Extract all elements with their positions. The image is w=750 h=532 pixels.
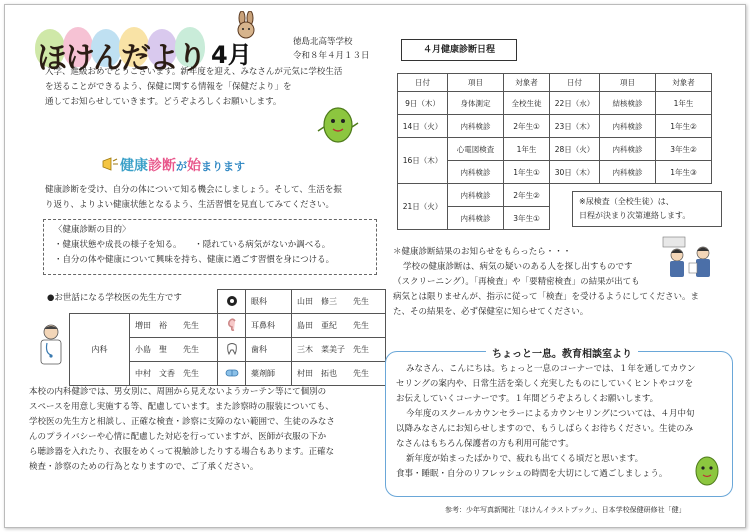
title-char: だ [121, 41, 151, 76]
result-section [393, 245, 699, 320]
schedule-item: 内科検診 [448, 207, 504, 230]
title-char: り [177, 41, 207, 76]
schedule-header: 日付 [398, 74, 448, 92]
doctor-name: 中村 文香 先生 [130, 362, 218, 386]
schedule-header: 項目 [448, 74, 504, 92]
schedule-item: 結核検診 [600, 92, 656, 115]
schedule-item: 内科検診 [448, 161, 504, 184]
result-line: 学校の健康診断は、病気の疑いのある人を探し出すものです [403, 262, 633, 272]
title-char: ん [93, 41, 123, 76]
heading-part: が [176, 160, 187, 173]
month-label: 4月 [211, 41, 252, 69]
urine-test-note [572, 191, 722, 227]
schedule-item: 内科検診 [448, 115, 504, 138]
counsel-line: みなさん、こんにちは。ちょっと一息のコーナーでは、１年を通してカウン [406, 364, 696, 374]
result-line: 病気とは限りませんが、指示に従って「検査」を受けるようにしてください。ま [393, 292, 700, 302]
title-char: ほ [37, 41, 67, 76]
schedule-target: 1年生② [656, 115, 712, 138]
title-char: け [65, 41, 95, 76]
doctor-name: 小島 聖 先生 [130, 338, 218, 362]
doctor-icon [35, 323, 67, 369]
doctor-name: 山田 修三 先生 [292, 290, 386, 314]
dept-label: 眼科 [246, 290, 292, 314]
schedule-target: 1年生① [504, 161, 550, 184]
doctor-name: 三木 菜美子 先生 [292, 338, 386, 362]
schedule-item: 内科検診 [448, 184, 504, 207]
paragraph-line: り返り、よりよい健康状態となるよう、生活習慣を見直してみてください。 [45, 200, 335, 210]
privacy-paragraph [29, 385, 335, 475]
schedule-date: 9日（木） [398, 92, 448, 115]
dept-label: 歯科 [246, 338, 292, 362]
schedule-item: 身体測定 [448, 92, 504, 115]
paragraph-line: 本校の内科健診では、男女別に、周囲から見えないようカーテン等にて個別の [29, 387, 327, 397]
mascot-icon [315, 101, 361, 147]
schedule-header: 対象者 [656, 74, 712, 92]
counsel-line: 今年度のスクールカウンセラーによるカウンセリングについては、４月中旬 [406, 409, 695, 419]
schedule-date: 22日（水） [550, 92, 600, 115]
schedule-date: 21日（火） [398, 184, 448, 230]
counsel-line: 食事・睡眠・自分のリフレッシュの時間を大切にして過ごしましょう。 [396, 469, 668, 479]
heading-part: 診断 [148, 158, 176, 174]
paragraph-line: ら聴診器を入れたり、衣服をめくって視触診したりする場合もあります。正確な [29, 447, 335, 457]
paragraph-line: んのプライバシーや心情に配慮した対応を行っていますが、医師が衣服の下か [29, 432, 327, 442]
doctor-name: 増田 裕 先生 [130, 314, 218, 338]
counsel-line: なさんはもちろん保護者の方も利用可能です。 [396, 439, 574, 449]
reference-note: 参考：少年写真新聞社「ほけんイラストブック」、日本学校保健研修社「健」 [445, 506, 686, 514]
newsletter-page [4, 4, 746, 528]
result-heading: ＊健康診断結果のお知らせをもらったら・・・ [393, 247, 572, 257]
schedule-header: 日付 [550, 74, 600, 92]
intro-line: 通してお知らせしていきます。どうぞよろしくお願いします。 [45, 97, 282, 107]
health-check-paragraph [45, 183, 342, 213]
counsel-line: セリングの案内や、日常生活を楽しく充実したものにしていくヒントやコツを [396, 379, 694, 389]
issue-date: 令和８年４月１３日 [293, 51, 370, 61]
counseling-body [396, 362, 696, 482]
schedule-header: 対象者 [504, 74, 550, 92]
note-line: 日程が決まり次第連絡します。 [579, 211, 691, 220]
counseling-title: ちょっと一息。教育相談室より [486, 345, 638, 360]
health-check-heading [120, 155, 245, 175]
dept-label: 薬剤師 [246, 362, 292, 386]
schedule-target: 2年生② [504, 184, 550, 207]
schedule-target: 1年生③ [656, 161, 712, 184]
doctors-title: ●お世話になる学校医の先生方です [47, 293, 182, 303]
purpose-box [43, 219, 377, 275]
note-line: ※尿検査（全校生徒）は、 [579, 197, 674, 206]
schedule-date: 14日（火） [398, 115, 448, 138]
schedule-target: 3年生② [656, 138, 712, 161]
intro-line: 入学、進級おめでとうございます。新年度を迎え、みなさんが元気に学校生活 [45, 67, 343, 77]
intro-line: を送ることができるよう、保健に関する情報を「保健だより」を [45, 82, 292, 92]
purpose-line: ・自分の体や健康について興味を持ち、健康に過ごす習慣を身につける。 [54, 255, 335, 265]
ear-icon [226, 318, 238, 332]
tooth-icon [226, 342, 238, 356]
heading-part: 健康 [120, 158, 148, 174]
pill-icon [225, 367, 239, 379]
heading-part: 始 [187, 158, 201, 174]
title-char: よ [149, 41, 179, 76]
result-line: （スクリーニング）。「再検査」や「要精密検査」の結果が出ても [393, 277, 640, 287]
school-name: 徳島北高等学校 [293, 37, 353, 47]
schedule-target: 1年生 [504, 138, 550, 161]
result-line: た、その結果を、必ず保健室に知らせてください。 [393, 307, 589, 317]
schedule-target: 3年生① [504, 207, 550, 230]
heading-part: まります [201, 160, 245, 173]
schedule-item: 内科検診 [600, 161, 656, 184]
dept-label: 耳鼻科 [246, 314, 292, 338]
doctor-name: 島田 亜紀 先生 [292, 314, 386, 338]
schedule-target: 全校生徒 [504, 92, 550, 115]
purpose-title: 〈健康診断の目的〉 [54, 225, 131, 235]
purpose-line: ・健康状態や成長の様子を知る。 ・隠れている病気がないか調べる。 [54, 240, 331, 250]
paragraph-line: 健康診断を受け、自分の体について知る機会にしましょう。そして、生活を振 [45, 185, 342, 195]
counsel-line: 新年度が始まったばかりで、疲れも出てくる頃だと思います。 [406, 454, 644, 464]
schedule-date: 16日（木） [398, 138, 448, 184]
paragraph-line: スペースを用意し実施する等、配慮しています。また診察時の服装についても、 [29, 402, 334, 412]
paragraph-line: 検査・診察のための行為となりますので、ご了承ください。 [29, 462, 259, 472]
schedule-date: 30日（木） [550, 161, 600, 184]
internal-label: 内科 [70, 314, 130, 386]
schedule-target: 1年生 [656, 92, 712, 115]
paragraph-line: 学校医の先生方と相談し、正確な検査・診察に支障のない範囲で、生徒のみなさ [29, 417, 335, 427]
schedule-header: 項目 [600, 74, 656, 92]
schedule-date: 23日（木） [550, 115, 600, 138]
schedule-target: 2年生① [504, 115, 550, 138]
schedule-item: 内科検診 [600, 115, 656, 138]
doctor-name: 村田 拓也 先生 [292, 362, 386, 386]
counsel-line: お伝えしていくコーナーです。１年間どうぞよろしくお願いします。 [396, 394, 659, 404]
schedule-item: 内科検診 [600, 138, 656, 161]
doctors-table [69, 289, 386, 386]
counseling-box [385, 351, 733, 497]
schedule-title: ４月健康診断日程 [401, 39, 517, 61]
schedule-item: 心電図検査 [448, 138, 504, 161]
megaphone-icon [101, 157, 119, 171]
counsel-line: 以降みなさんにお知らせしますので、もうしばらくお待ちください。生徒のみ [396, 424, 694, 434]
mascot-icon [690, 450, 724, 490]
eye-icon [225, 295, 239, 307]
schedule-date: 28日（火） [550, 138, 600, 161]
